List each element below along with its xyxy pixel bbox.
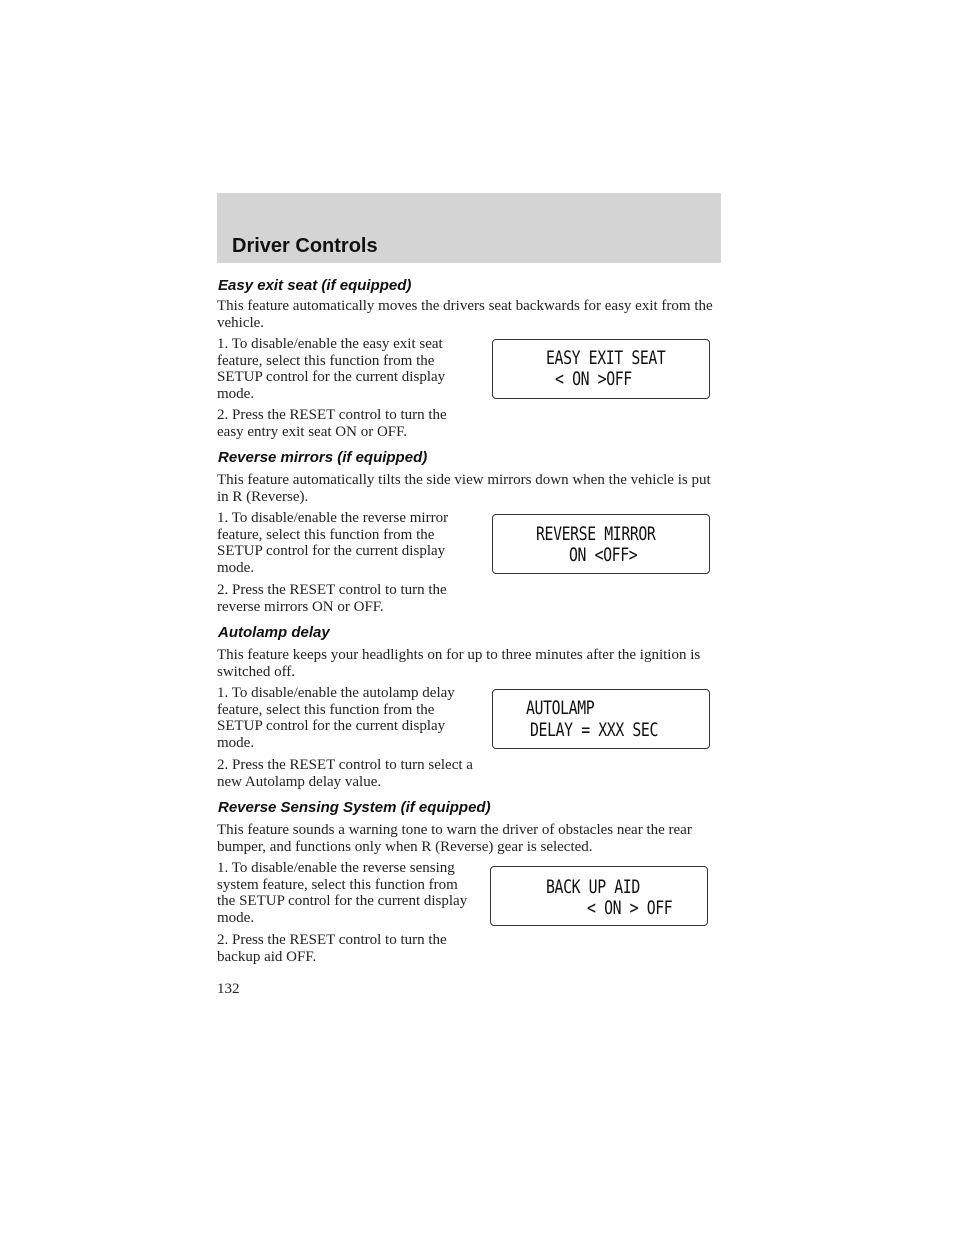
- step-2-reverse-mirrors: 2. Press the RESET control to turn the reverse mirrors ON or OFF.: [217, 582, 447, 615]
- display-line-1: BACK UP AID: [546, 876, 640, 898]
- step-2-autolamp-delay: 2. Press the RESET control to turn select a new Autolamp delay value.: [217, 757, 473, 790]
- section-intro-easy-exit-seat: This feature automatically moves the drivers seat backwards for easy exit from the vehicle.: [217, 298, 713, 331]
- section-title-reverse-mirrors: Reverse mirrors (if equipped): [218, 449, 428, 466]
- section-title-easy-exit-seat: Easy exit seat (if equipped): [218, 277, 412, 294]
- display-back-up-aid: [490, 866, 708, 926]
- step-1-easy-exit-seat: 1. To disable/enable the easy exit seat feature, select this function from the SETUP control for the current display mode.: [217, 336, 446, 402]
- section-title-autolamp-delay: Autolamp delay: [218, 624, 330, 641]
- section-intro-autolamp-delay: This feature keeps your headlights on for up to three minutes after the ignition is switched off.: [217, 647, 701, 680]
- step-1-reverse-mirrors: 1. To disable/enable the reverse mirror feature, select this function from the SETUP control for the current display mode.: [217, 510, 449, 576]
- display-line-1: AUTOLAMP: [526, 697, 595, 719]
- step-1-reverse-sensing: 1. To disable/enable the reverse sensing system feature, select this function from the SETUP control for the current display mode.: [217, 860, 468, 926]
- page-number: 132: [217, 981, 240, 997]
- section-title-reverse-sensing: Reverse Sensing System (if equipped): [218, 799, 491, 816]
- step-2-easy-exit-seat: 2. Press the RESET control to turn the easy entry exit seat ON or OFF.: [217, 407, 447, 440]
- step-2-reverse-sensing: 2. Press the RESET control to turn the backup aid OFF.: [217, 932, 447, 965]
- display-line-2: < ON >OFF: [555, 368, 632, 390]
- display-reverse-mirror: [492, 514, 710, 574]
- display-autolamp-delay: [492, 689, 710, 749]
- step-1-autolamp-delay: 1. To disable/enable the autolamp delay feature, select this function from the SETUP control for the current display mode.: [217, 685, 455, 751]
- display-line-2: ON <OFF>: [569, 544, 638, 566]
- display-line-2: DELAY = XXX SEC: [530, 719, 658, 741]
- display-easy-exit-seat: [492, 339, 710, 399]
- display-line-1: EASY EXIT SEAT: [546, 347, 666, 369]
- display-line-2: < ON > OFF: [587, 897, 673, 919]
- display-line-1: REVERSE MIRROR: [536, 523, 656, 545]
- section-intro-reverse-sensing: This feature sounds a warning tone to warn the driver of obstacles near the rear bumper, and functions only when R (Reverse) gear is selected.: [217, 822, 692, 855]
- page-title: Driver Controls: [232, 235, 378, 257]
- section-intro-reverse-mirrors: This feature automatically tilts the side view mirrors down when the vehicle is put in R (Reverse).: [217, 472, 711, 505]
- header-band: [217, 193, 721, 263]
